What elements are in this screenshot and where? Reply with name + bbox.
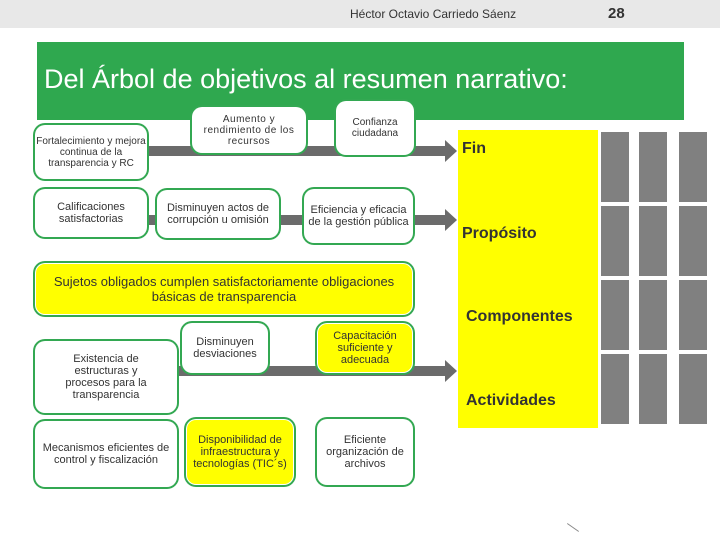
node-disminuyen-actos: Disminuyen actos de corrupción u omisión [158, 191, 278, 237]
matrix-cell [599, 278, 631, 352]
matrix-cell [599, 204, 631, 278]
matrix-cell [637, 278, 669, 352]
matrix-grid [599, 130, 720, 428]
node-mecanismos: Mecanismos eficientes de control y fiscalización [36, 422, 176, 486]
node-existencia: Existencia de estructuras y procesos para la transparencia [36, 342, 176, 412]
matrix-cell [677, 352, 709, 426]
node-calificaciones: Calificaciones satisfactorias [36, 190, 146, 236]
node-sujetos-obligados: Sujetos obligados cumplen satisfactoriamente obligaciones básicas de transparencia [36, 264, 412, 314]
node-disponibilidad: Disponibilidad de infraestructura y tecnologías (TIC´s) [187, 420, 293, 484]
page-number: 28 [608, 5, 625, 22]
matrix-cell [677, 204, 709, 278]
narrative-summary-column [458, 130, 598, 428]
corner-mark [567, 523, 579, 532]
matrix-cell [677, 278, 709, 352]
row-label-actividades: Actividades [466, 392, 556, 409]
row-label-componentes: Componentes [466, 308, 573, 325]
node-fortalecimiento: Fortalecimiento y mejora continua de la transparencia y RC [36, 126, 146, 178]
node-disminuyen-desviaciones: Disminuyen desviaciones [183, 324, 267, 372]
row-label-proposito: Propósito [462, 225, 537, 242]
matrix-cell [599, 352, 631, 426]
author-name: Héctor Octavio Carriedo Sáenz [350, 7, 517, 21]
matrix-cell [637, 352, 669, 426]
matrix-cell [599, 130, 631, 204]
node-eficiente-organizacion: Eficiente organización de archivos [318, 420, 412, 484]
row-label-fin: Fin [462, 140, 486, 157]
node-confianza: Confianza ciudadana [337, 102, 413, 154]
node-capacitacion: Capacitación suficiente y adecuada [318, 324, 412, 372]
slide-title: Del Árbol de objetivos al resumen narrativo: [44, 64, 568, 94]
node-aumento: Aumento y rendimiento de los recursos [193, 108, 305, 152]
matrix-cell [637, 130, 669, 204]
node-eficiencia: Eficiencia y eficacia de la gestión pública [305, 190, 412, 242]
matrix-cell [677, 130, 709, 204]
matrix-cell [637, 204, 669, 278]
